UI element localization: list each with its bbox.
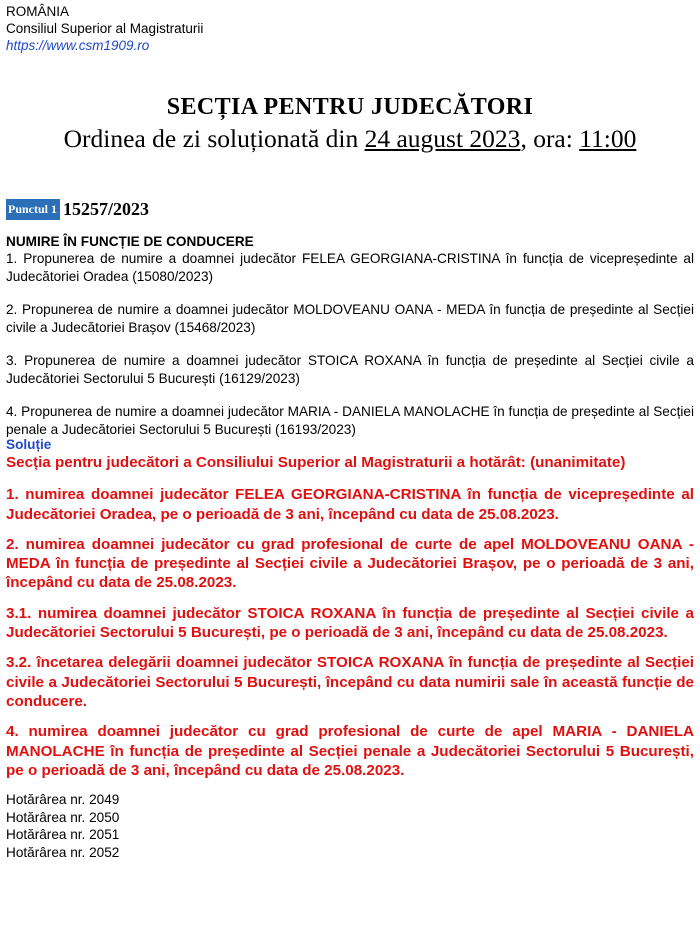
institution-name: Consiliul Superior al Magistraturii [6, 21, 204, 36]
proposal-item: 1. Propunerea de numire a doamnei judecător FELEA GEORGIANA-CRISTINA în funcția de vicepreședinte al Judecătoriei Oradea (15080/2023) [6, 251, 694, 284]
meeting-time: 11:00 [579, 124, 637, 153]
decision-item: 4. numirea doamnei judecător cu grad profesional de curte de apel MARIA - DANIELA MANOLACHE în funcția de președinte al Secției penale a Judecătoriei Sectorului 5 București, pe o perioadă de 3 ani, începând cu data de 25.08.2023. [6, 723, 694, 779]
point-content [6, 233, 694, 861]
page-title: SECȚIA PENTRU JUDECĂTORI [166, 94, 534, 120]
subtitle-prefix: Ordinea de zi soluționată din [63, 124, 365, 153]
subtitle-middle: , ora: [520, 124, 580, 153]
decision-number: Hotărârea nr. 2050 [6, 809, 120, 825]
decision-intro: Secția pentru judecători a Consiliului Superior al Magistraturii a hotărât: (unanimitate) [6, 454, 626, 471]
point-number: 15257/2023 [63, 199, 150, 219]
decision-number: Hotărârea nr. 2049 [6, 792, 120, 808]
website-link[interactable]: https://www.csm1909.ro [6, 38, 150, 53]
decision-item: 2. numirea doamnei judecător cu grad profesional de curte de apel MOLDOVEANU OANA - MEDA în funcția de președinte al Secției civile a Judecătoriei Brașov, pe o perioadă de 3 ani, începând cu data de 25.08.2023. [6, 535, 694, 592]
decision-item: 3.2. încetarea delegării doamnei judecător STOICA ROXANA în funcția de președinte al Secției civile a Judecătoriei Sectorului 5 București, începând cu data numirii sale în această funcție de conducere. [6, 654, 694, 710]
proposal-item: 4. Propunerea de numire a doamnei judecător MARIA - DANIELA MANOLACHE în funcția de președinte al Secției penale a Judecătoriei Sectorului 5 București (16193/2023) [6, 404, 694, 437]
meeting-date: 24 august 2023 [364, 124, 521, 153]
proposal-item: 3. Propunerea de numire a doamnei judecător STOICA ROXANA în funcția de președinte al Secției civile a Judecătoriei Sectorului 5 București (16129/2023) [6, 353, 694, 386]
decision-number: Hotărârea nr. 2051 [6, 827, 120, 843]
solution-label: Soluție [6, 437, 52, 452]
point-badge: Punctul 1 [6, 199, 60, 220]
agenda-point-header [6, 199, 149, 220]
proposal-item: 2. Propunerea de numire a doamnei judecător MOLDOVEANU OANA - MEDA în funcția de președinte al Secției civile a Judecătoriei Brașov (15468/2023) [6, 302, 694, 335]
page-subtitle [0, 124, 700, 154]
header-block [6, 3, 203, 54]
decision-item: 3.1. numirea doamnei judecător STOICA ROXANA în funcția de președinte al Secției civile a Judecătoriei Sectorului 5 București, pe o perioadă de 3 ani, începând cu data de 25.08.2023. [6, 604, 694, 642]
section-title: NUMIRE ÎN FUNCȚIE DE CONDUCERE [6, 234, 254, 249]
decision-item: 1. numirea doamnei judecător FELEA GEORGIANA-CRISTINA în funcția de vicepreședinte al Judecătoriei Oradea, pe o perioadă de 3 ani, începând cu data de 25.08.2023. [6, 486, 694, 523]
country-name: ROMÂNIA [6, 4, 70, 19]
decision-numbers-list [6, 791, 694, 861]
decision-number: Hotărârea nr. 2052 [6, 844, 120, 860]
